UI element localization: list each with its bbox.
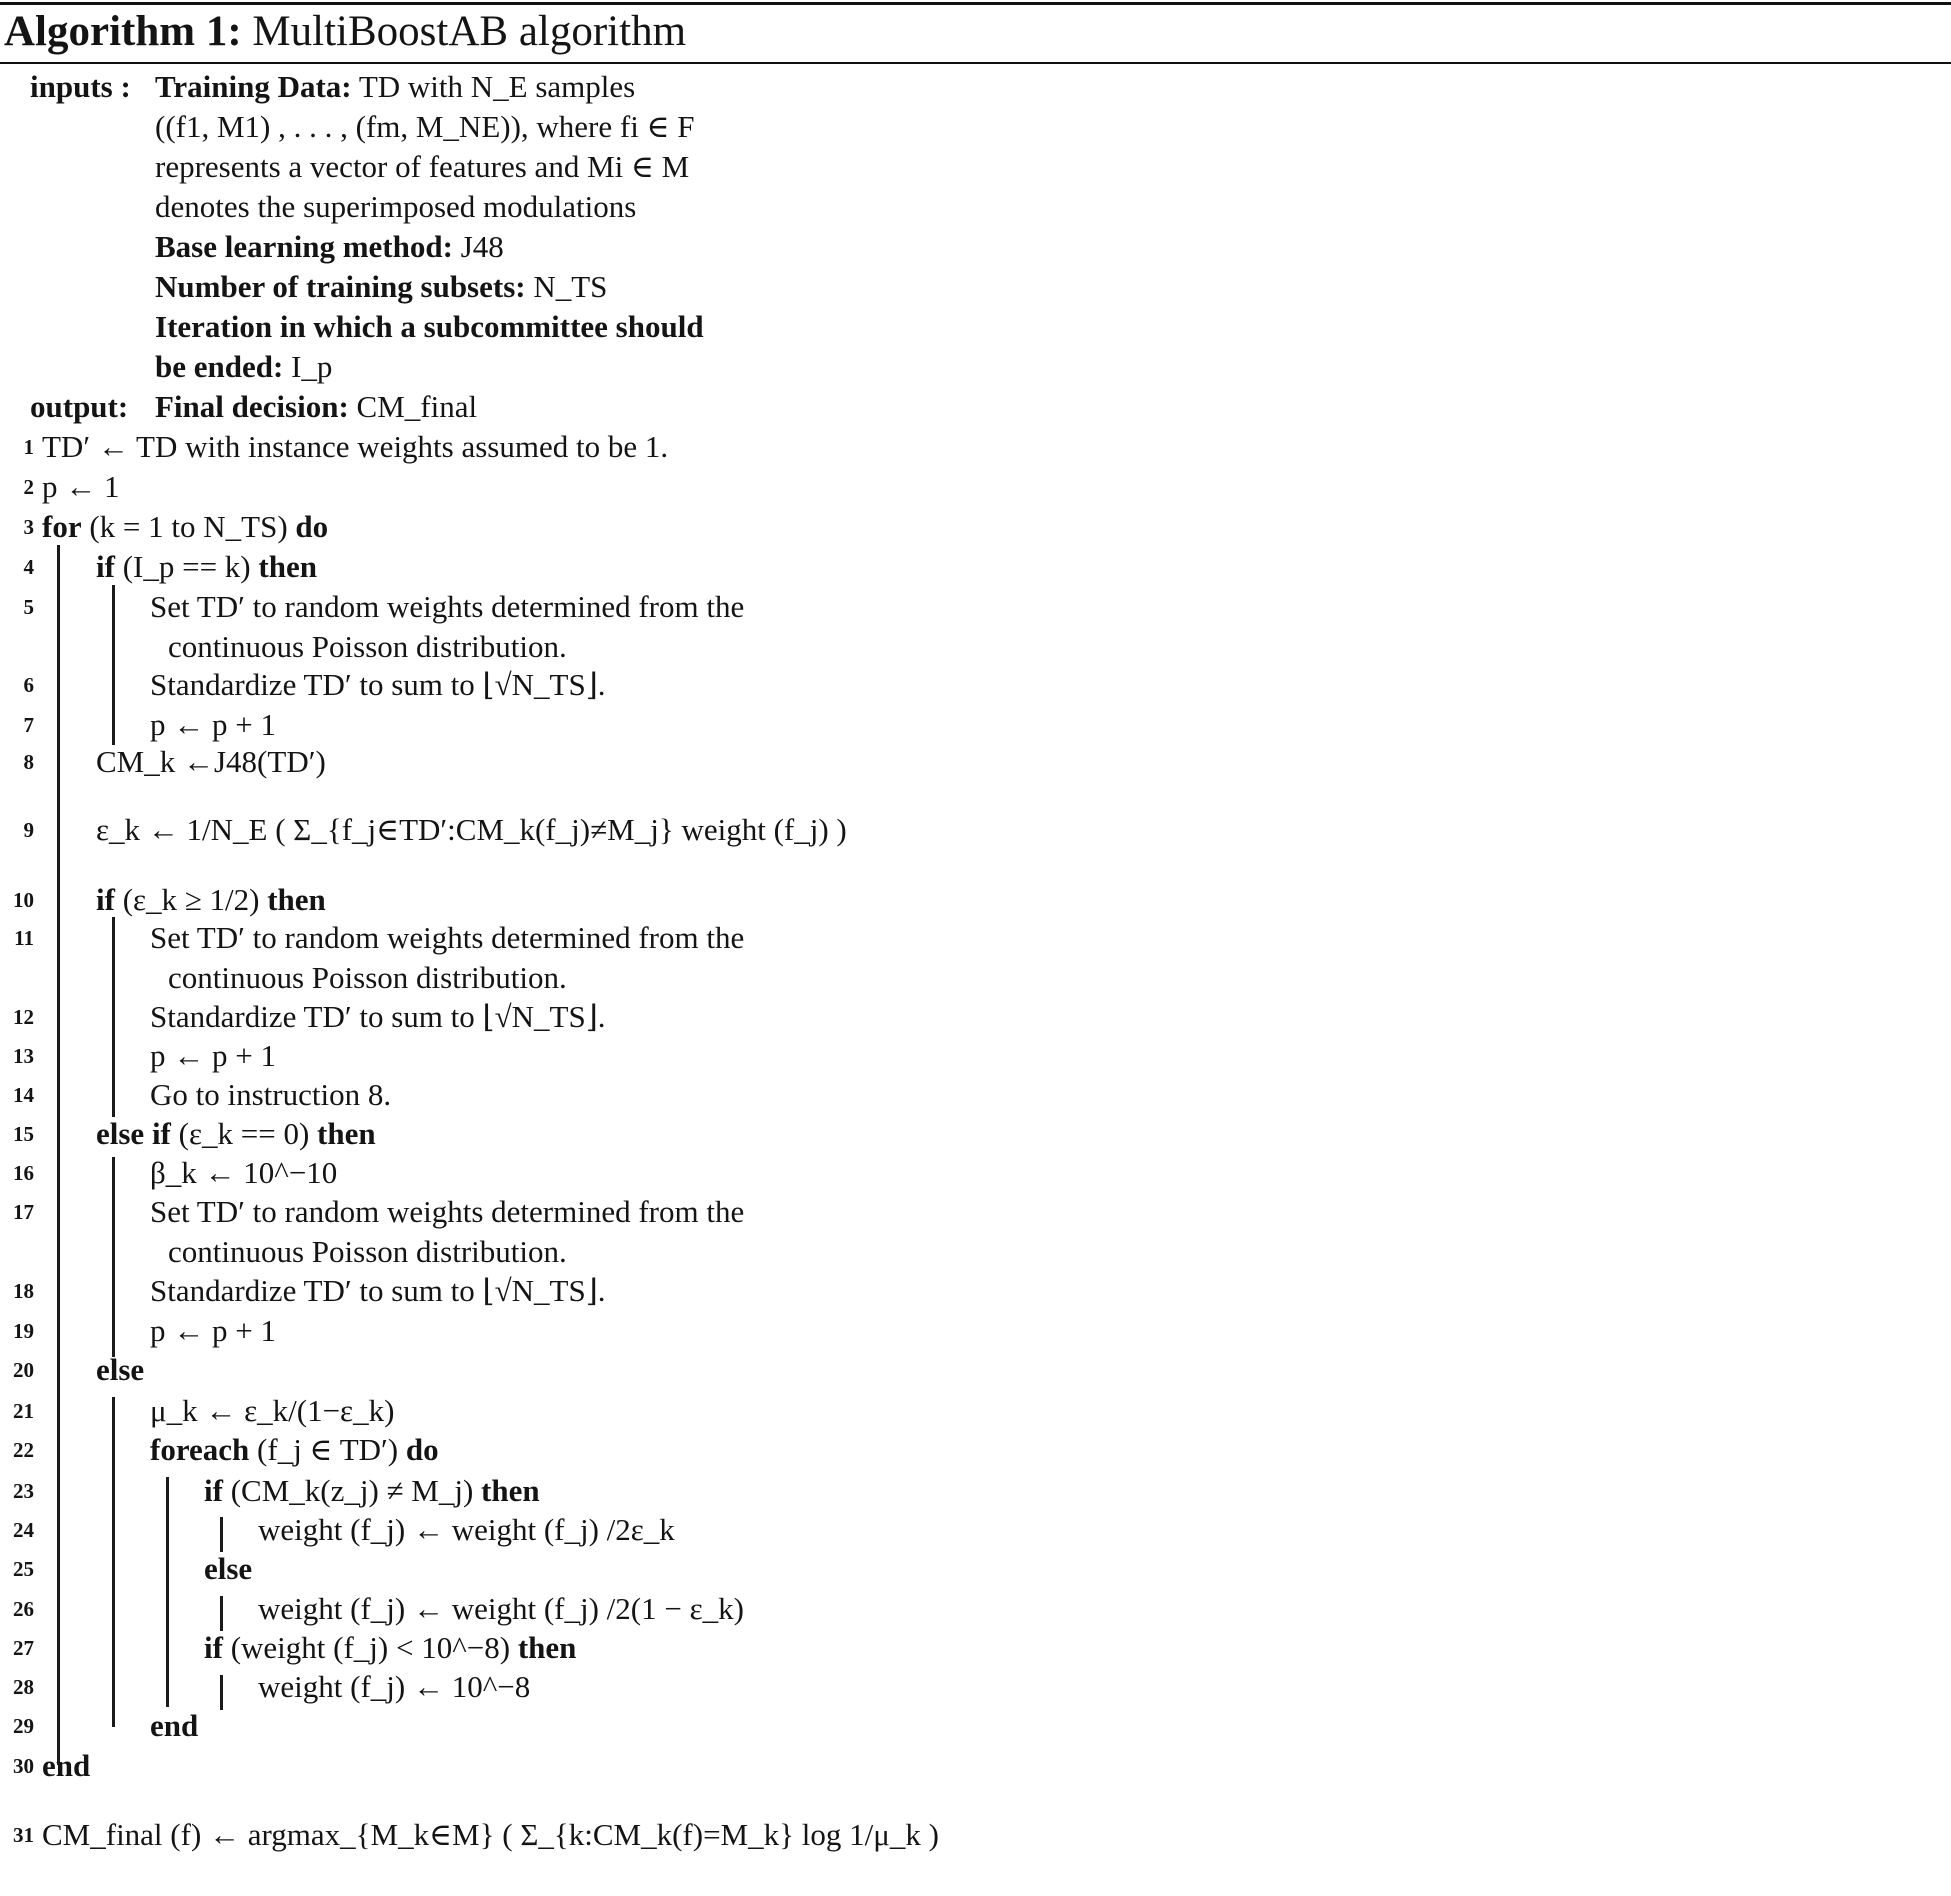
input-line: Number of training subsets: N_TS xyxy=(155,269,608,304)
algorithm-line: Set TD′ to random weights determined from the xyxy=(150,1194,745,1229)
else-block-bar xyxy=(112,1397,115,1727)
algorithm-line: if (I_p == k) then xyxy=(96,549,317,584)
input-line: ((f1, M1) , . . . , (fm, M_NE)), where fi ∈ F xyxy=(155,109,695,144)
input-line: Base learning method: J48 xyxy=(155,229,504,264)
input-line: Training Data: TD with N_E samples xyxy=(155,69,636,104)
algorithm-line: else xyxy=(96,1352,145,1387)
algorithm-line: Standardize TD′ to sum to ⌊√N_TS⌋. xyxy=(150,667,606,702)
algorithm-line: continuous Poisson distribution. xyxy=(168,629,567,664)
algorithm-line: Standardize TD′ to sum to ⌊√N_TS⌋. xyxy=(150,1273,606,1308)
line-number: 11 xyxy=(14,926,34,950)
foreach-block-bar xyxy=(166,1477,169,1707)
input-line: Iteration in which a subcommittee should xyxy=(155,309,704,344)
algorithm-line: CM_final (f) ← argmax_{M_k∈M} ( Σ_{k:CM_k(f)=M_k} log 1/μ_k ) xyxy=(42,1817,939,1852)
algorithm-line: p ← p + 1 xyxy=(150,1313,276,1348)
line-number: 22 xyxy=(13,1438,34,1462)
algorithm-line: Set TD′ to random weights determined from the xyxy=(150,920,745,955)
inner-else-bar xyxy=(220,1596,223,1631)
output-line: Final decision: CM_final xyxy=(155,389,478,424)
algorithm-line: else xyxy=(204,1551,253,1586)
line-number: 24 xyxy=(13,1518,34,1542)
algorithm-line: if (CM_k(z_j) ≠ M_j) then xyxy=(204,1473,540,1508)
line-number: 26 xyxy=(13,1597,34,1621)
line-number: 7 xyxy=(23,713,34,737)
line-number: 25 xyxy=(13,1557,34,1581)
for-block-bar xyxy=(57,545,60,1765)
caption-rule xyxy=(0,62,1951,64)
algorithm-line: β_k ← 10^−10 xyxy=(150,1155,338,1190)
algorithm-line: p ← p + 1 xyxy=(150,707,276,742)
line-number: 1 xyxy=(23,435,34,459)
line-number: 16 xyxy=(13,1161,34,1185)
if-block-bar xyxy=(112,585,115,745)
line-number: 8 xyxy=(23,750,34,774)
line-number: 27 xyxy=(13,1636,34,1660)
algorithm-caption xyxy=(4,5,686,59)
line-number: 31 xyxy=(13,1823,34,1847)
line-number: 28 xyxy=(13,1675,34,1699)
line-number: 23 xyxy=(13,1479,34,1503)
line-number: 2 xyxy=(23,475,34,499)
algorithm-line: CM_k ←J48(TD′) xyxy=(96,744,326,779)
algorithm-line: μ_k ← ε_k/(1−ε_k) xyxy=(150,1393,395,1428)
line-number: 10 xyxy=(13,888,34,912)
algorithm-line: TD′ ← TD with instance weights assumed to be 1. xyxy=(42,429,669,464)
algorithm-line: p ← p + 1 xyxy=(150,1038,276,1073)
algorithm-line: end xyxy=(42,1748,91,1783)
line-number: 13 xyxy=(13,1044,34,1068)
algorithm-line: Set TD′ to random weights determined from the xyxy=(150,589,745,624)
algorithm-line: else if (ε_k == 0) then xyxy=(96,1116,376,1151)
line-number: 18 xyxy=(13,1279,34,1303)
input-line: represents a vector of features and Mi ∈ M xyxy=(155,149,690,184)
if-block-bar xyxy=(112,917,115,1117)
line-number: 19 xyxy=(13,1319,34,1343)
inner-if-bar xyxy=(220,1675,223,1710)
line-number: 14 xyxy=(13,1083,34,1107)
algorithm-line: if (ε_k ≥ 1/2) then xyxy=(96,882,326,917)
line-number: 5 xyxy=(23,595,34,619)
line-number: 21 xyxy=(13,1399,34,1423)
algorithm-line: end xyxy=(150,1708,199,1743)
algorithm-line: p ← 1 xyxy=(42,469,120,504)
algorithm-line: foreach (f_j ∈ TD′) do xyxy=(150,1432,439,1467)
line-number: 29 xyxy=(13,1714,34,1738)
algorithm-line: weight (f_j) ← 10^−8 xyxy=(258,1669,531,1704)
input-line: denotes the superimposed modulations xyxy=(155,189,637,224)
line-number: 4 xyxy=(23,555,34,579)
line-number: 20 xyxy=(13,1358,34,1382)
line-number: 17 xyxy=(13,1200,34,1224)
algorithm-line: ε_k ← 1/N_E ( Σ_{f_j∈TD′:CM_k(f_j)≠M_j} weight (f_j) ) xyxy=(96,812,847,847)
algorithm-line: weight (f_j) ← weight (f_j) /2ε_k xyxy=(258,1512,675,1547)
line-number: 3 xyxy=(23,515,34,539)
output-keyword: output: xyxy=(30,389,129,424)
inner-if-bar xyxy=(220,1517,223,1552)
algorithm-line: weight (f_j) ← weight (f_j) /2(1 − ε_k) xyxy=(258,1591,744,1626)
algorithm-line: Go to instruction 8. xyxy=(150,1077,392,1112)
line-number: 15 xyxy=(13,1122,34,1146)
line-number: 9 xyxy=(23,818,34,842)
elseif-block-bar xyxy=(112,1157,115,1357)
algorithm-line: for (k = 1 to N_TS) do xyxy=(42,509,329,544)
algorithm-line: Standardize TD′ to sum to ⌊√N_TS⌋. xyxy=(150,999,606,1034)
algorithm-line: if (weight (f_j) < 10^−8) then xyxy=(204,1630,577,1665)
inputs-keyword: inputs : xyxy=(30,69,131,104)
algorithm-line: continuous Poisson distribution. xyxy=(168,960,567,995)
caption-title: MultiBoostAB algorithm xyxy=(252,8,687,55)
line-number: 12 xyxy=(13,1005,34,1029)
algorithm-line: continuous Poisson distribution. xyxy=(168,1234,567,1269)
line-number: 6 xyxy=(23,673,34,697)
caption-label: Algorithm 1: xyxy=(4,8,242,55)
line-number: 30 xyxy=(13,1754,34,1778)
input-line: be ended: I_p xyxy=(155,349,333,384)
